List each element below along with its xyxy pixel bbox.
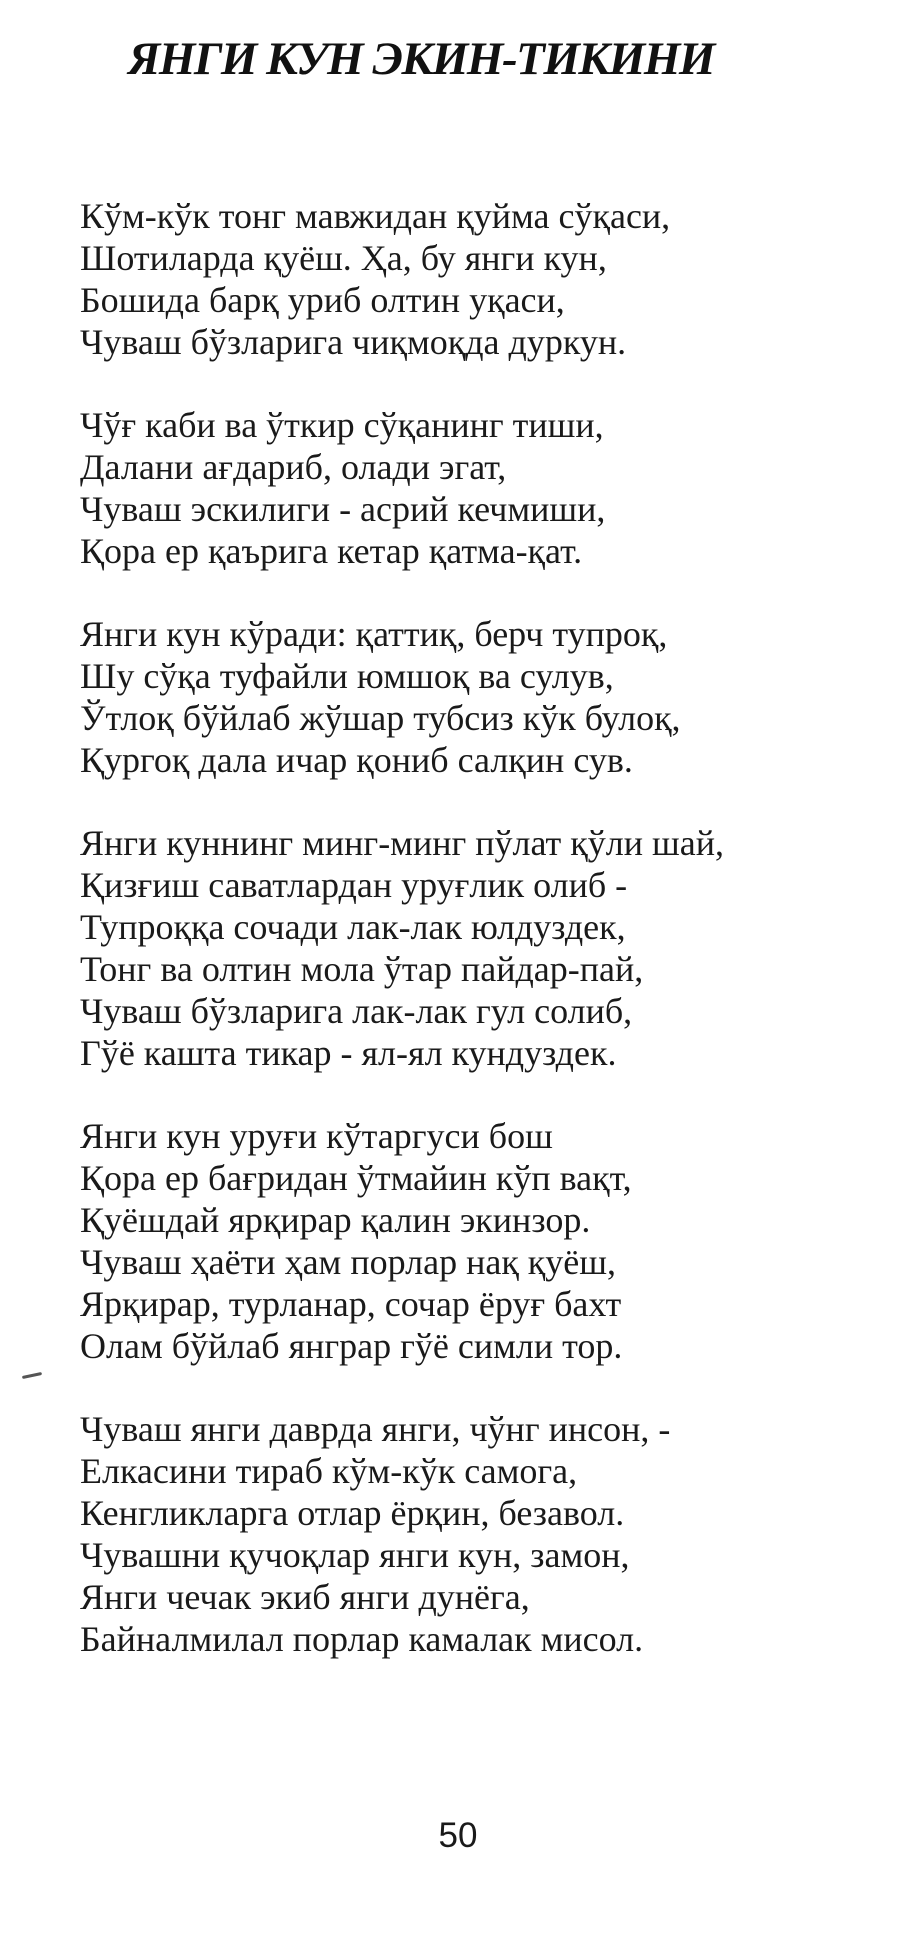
poem-line: Янги чечак экиб янги дунёга, [80, 1577, 530, 1617]
poem-line: Тупроққа сочади лак-лак юлдуздек, [80, 907, 626, 947]
poem-line: Кўм-кўк тонг мавжидан қуйма сўқаси, [80, 196, 671, 236]
stanza-5 [80, 1115, 900, 1367]
poem-body [80, 195, 900, 1701]
poem-line: Чувашни қучоқлар янги кун, замон, [80, 1535, 630, 1575]
poem-title: ЯНГИ КУН ЭКИН-ТИКИНИ [128, 33, 714, 85]
poem-line: Байналмилал порлар камалак мисол. [80, 1619, 644, 1659]
poem-line: Чуваш бўзларига лак-лак гул солиб, [80, 991, 633, 1031]
poem-line: Чуваш янги даврда янги, чўнг инсон, - [80, 1409, 671, 1449]
poem-line: Қизғиш саватлардан уруғлик олиб - [80, 865, 628, 905]
poem-line: Бошида барқ уриб олтин уқаси, [80, 280, 565, 320]
poem-line: Шу сўқа туфайли юмшоқ ва сулув, [80, 656, 614, 696]
poem-line: Қора ер қаърига кетар қатма-қат. [80, 531, 583, 571]
poem-line: Қуёшдай ярқирар қалин экинзор. [80, 1200, 591, 1240]
poem-line: Шотиларда қуёш. Ҳа, бу янги кун, [80, 238, 607, 278]
poem-line: Янги кун кўради: қаттиқ, берч тупроқ, [80, 614, 668, 654]
poem-line: Қора ер бағридан ўтмайин кўп вақт, [80, 1158, 632, 1198]
stanza-1 [80, 195, 900, 363]
ink-speck [22, 1372, 42, 1379]
stanza-3 [80, 613, 900, 781]
poem-line: Тонг ва олтин мола ўтар пайдар-пай, [80, 949, 644, 989]
poem-line: Ўтлоқ бўйлаб жўшар тубсиз кўк булоқ, [80, 698, 681, 738]
poem-line: Янги кун уруғи кўтаргуси бош [80, 1116, 553, 1156]
poem-line: Чуваш ҳаёти ҳам порлар нақ қуёш, [80, 1242, 616, 1282]
poem-line: Олам бўйлаб янграр гўё симли тор. [80, 1326, 623, 1366]
poem-line: Чуваш эскилиги - асрий кечмиши, [80, 489, 606, 529]
poem-line: Елкасини тираб кўм-кўк самога, [80, 1451, 578, 1491]
stanza-4 [80, 822, 900, 1074]
poem-line: Янги куннинг минг-минг пўлат қўли шай, [80, 823, 724, 863]
poem-line: Гўё кашта тикар - ял-ял кундуздек. [80, 1033, 617, 1073]
stanza-6 [80, 1408, 900, 1660]
poem-line: Чўғ каби ва ўткир сўқанинг тиши, [80, 405, 604, 445]
poem-line: Далани ағдариб, олади эгат, [80, 447, 507, 487]
page-number: 50 [438, 1816, 478, 1855]
poem-line: Ярқирар, турланар, сочар ёруғ бахт [80, 1284, 622, 1324]
poem-line: Чуваш бўзларига чиқмоқда дуркун. [80, 322, 627, 362]
poem-line: Кенгликларга отлар ёрқин, безавол. [80, 1493, 625, 1533]
poem-line: Қургоқ дала ичар қониб салқин сув. [80, 740, 633, 780]
stanza-2 [80, 404, 900, 572]
